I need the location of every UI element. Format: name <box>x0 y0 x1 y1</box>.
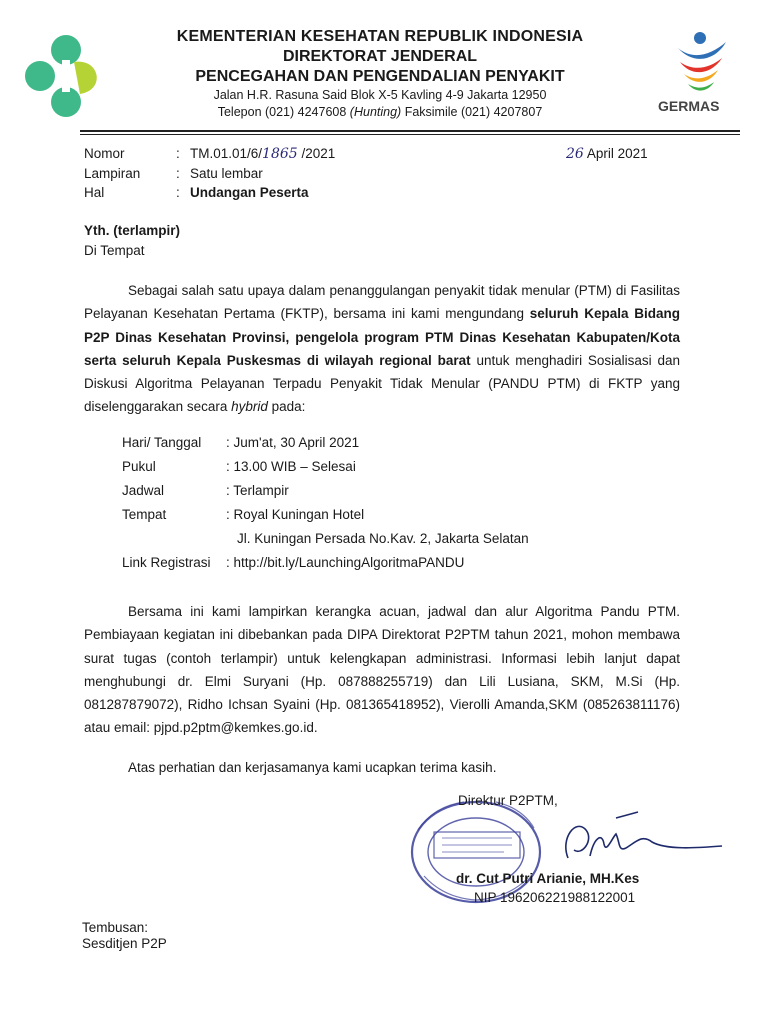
cc-item: Sesditjen P2P <box>82 936 167 951</box>
hal-label: Hal <box>84 185 105 200</box>
detail-tempat-value: : Royal Kuningan Hotel <box>226 507 365 522</box>
nomor-value: TM.01.01/6/1865 /2021 <box>190 146 336 162</box>
recipient-place: Di Tempat <box>84 243 145 258</box>
detail-pukul-value: : 13.00 WIB – Selesai <box>226 459 356 474</box>
detail-jadwal-value: : Terlampir <box>226 483 289 498</box>
header-divider <box>80 130 740 132</box>
signatory-nip: NIP 196206221988122001 <box>474 890 636 905</box>
nomor-colon: : <box>176 146 180 161</box>
detail-pukul-label: Pukul <box>122 459 156 474</box>
office-address: Jalan H.R. Rasuna Said Blok X-5 Kavling 4-9 Jakarta 12950 <box>213 88 547 102</box>
nomor-handwritten: 1865 <box>262 146 298 162</box>
detail-hari-value: : Jum'at, 30 April 2021 <box>226 435 360 450</box>
lampiran-label: Lampiran <box>84 166 141 181</box>
letter-date: 26 April 2021 <box>566 146 648 162</box>
paragraph-closing: Atas perhatian dan kerjasamanya kami ucapkan terima kasih. <box>128 760 497 775</box>
date-handwritten: 26 <box>566 146 584 162</box>
registration-link[interactable]: : http://bit.ly/LaunchingAlgoritmaPANDU <box>226 555 465 570</box>
signatory-name: dr. Cut Putri Arianie, MH.Kes <box>456 871 640 886</box>
germas-label: GERMAS <box>658 98 720 114</box>
ministry-name: KEMENTERIAN KESEHATAN REPUBLIK INDONESIA <box>176 28 584 45</box>
handwritten-signature <box>556 808 726 868</box>
signatory-title: Direktur P2PTM, <box>458 793 558 808</box>
hal-colon: : <box>176 185 180 200</box>
kemenkes-logo <box>22 32 110 120</box>
lampiran-colon: : <box>176 166 180 181</box>
detail-hari-label: Hari/ Tanggal <box>122 435 202 450</box>
cc-label: Tembusan: <box>82 920 149 935</box>
directorate-general: DIREKTORAT JENDERAL <box>282 48 478 65</box>
office-phone: Telepon (021) 4247608 (Hunting) Faksimile (021) 4207807 <box>217 105 543 119</box>
nomor-label: Nomor <box>84 146 125 161</box>
recipient: Yth. (terlampir) <box>84 223 181 238</box>
paragraph-attachment: Bersama ini kami lampirkan kerangka acuan, jadwal dan alur Algoritma Pandu PTM. Pembiayaan kegiatan ini dibebankan pada DIPA Direktorat P2PTM tahun 2021, mohon membawa surat tugas (contoh terlampir) untuk kelengkapan administrasi. Informasi lebih lanjut dapat menghubungi dr. Elmi Suryani (Hp. 087888255719) dan Lili Lusiana, SKM, M.Si (Hp. 081287879072), Ridho Ichsan Syaini (Hp. 081365418952), Vierolli Amanda,SKM (085263811176) atau email: pjpd.p2ptm@kemkes.go.id. <box>84 604 680 736</box>
paragraph-invitation: Sebagai salah satu upaya dalam penanggulangan penyakit tidak menular (PTM) di Fasilitas Pelayanan Kesehatan Pertama (FKTP), bersama ini kami mengundang seluruh Kepala Bidang P2P Dinas Kesehatan Provinsi, pengelola program PTM Dinas Kesehatan Kabupaten/Kota serta seluruh Kepala Puskesmas di wilayah regional barat untuk menghadiri Sosialisasi dan Diskusi Algoritma Pelayanan Terpadu Penyakit Tidak Menular (PANDU PTM) di FKTP yang diselenggarakan secara hybrid pada: <box>84 283 681 415</box>
lampiran-value: Satu lembar <box>190 166 263 181</box>
detail-tempat-address: Jl. Kuningan Persada No.Kav. 2, Jakarta Selatan <box>237 531 529 546</box>
hal-value: Undangan Peserta <box>190 185 309 200</box>
detail-jadwal-label: Jadwal <box>122 483 165 498</box>
detail-tempat-label: Tempat <box>122 507 167 522</box>
directorate-division: PENCEGAHAN DAN PENGENDALIAN PENYAKIT <box>195 68 565 85</box>
header-divider-thin <box>80 134 740 135</box>
detail-link-label: Link Registrasi <box>122 555 211 570</box>
